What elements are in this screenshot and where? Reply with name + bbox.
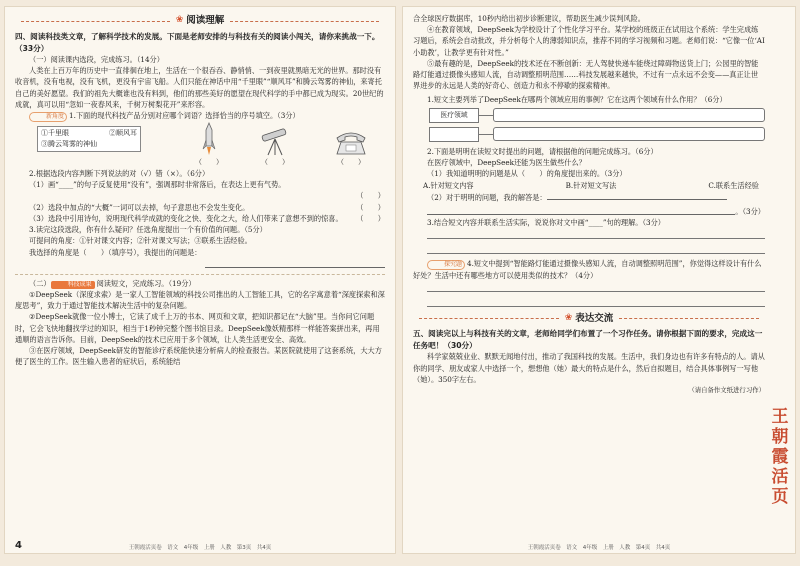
part-2-title: （二） 科技成果 阅读短文，完成练习。（19分） [29,278,196,288]
r-q3-text: 3.结合短文内容并联系生活实际，说说你对文中画“____”句的理解。（3分） [427,218,665,228]
q2-item-1: （1）画“____”的句子反复使用“没有”，强调那时非常落后，在表达上更有气势。 [29,180,286,190]
passage-2-para-4: ④在教育领域，DeepSeek为学校设计了个性化学习平台。某学校的班级正在试用这个系统：学生完成练习题后，系统会自动批改，并分析每个人的薄弱知识点，推荐不同的学习视频和习题。老师们说：“它像一位‘AI小助教’，让教学更有针对性。” [413,25,765,57]
brand-logo: 王朝霞活页 [771,407,789,507]
r-q4-answer-line-2[interactable] [427,296,765,307]
part-1-title: （一）阅读课内选段，完成练习。（14分） [29,55,164,64]
page-number: 4 [15,540,22,551]
r-q1-text: 1.短文主要列举了DeepSeek在哪两个领域应用的事例？它在这两个领域有什么作用？（6分） [427,95,727,105]
medical-field-label: 医疗领域 [429,108,479,123]
q1-paren-3[interactable]: （ ） [337,158,365,167]
telescope-image [258,126,292,168]
q1-text: 1.下面的现代科技产品分别对应哪个词语？选择恰当的序号填空。（3分） [69,111,300,121]
r-q3-answer-line-2[interactable] [427,243,765,254]
passage-2-para-1: ①DeepSeek（深度求索）是一家人工智能领域的科技公司推出的人工智能工具，它的名字寓意着“深度探索和深度思考”，致力于通过智能技术解决生活中的复杂问题。 [15,290,385,311]
q3-fill: 我选择的角度是（ ）（填序号），我提出的问题是： [29,247,202,257]
option-c[interactable]: C.联系生活经验 [708,180,759,190]
r-q3-answer-line-1[interactable] [427,228,765,239]
right-footer: 王朝霞活页卷 语文 4年级 上册 人教 第4页 共4页 [527,545,671,551]
option-b[interactable]: B.针对短文写法 [565,180,617,190]
telephone-icon [333,128,369,156]
question-5-title: 五、阅读完以上与科技有关的文章，老师给同学们布置了一个习作任务。请你根据下面的要求，完成这一任务吧！（30分） [413,329,763,350]
r-q2-answer-line-1[interactable] [547,191,727,200]
passage-2-para-2: ②DeepSeek就像一位小博士，它读了成千上万的书本、网页和文章，把知识都记在“大脑”里。当你问它问题时，它会飞快地翻找学过的知识，相当于1秒钟完整个图书馆目录。DeepSeek像妖精那样一样能答案拼出来，再用通顺的语言告诉你。目前，DeepSeek的技术已应用于多个领域，让人类生活更安全、高效。 [15,312,380,344]
q2-text: 2.根据选段内容判断下列说法的对（√）错（×）。（6分） [29,169,210,179]
q1-paren-1[interactable]: （ ） [195,158,223,167]
q3-angles: 可提问的角度：①针对课文内容；②针对课文写法；③联系生活经验。 [29,236,252,246]
section-header-expression: ❀ 表达交流 [413,311,765,325]
r-q4-answer-line-1[interactable] [427,281,765,292]
passage-2-para-5: ⑤最有趣的是，DeepSeek的技术还在不断创新：无人驾驶快递车能绕过障碍物送货上门；公园里的智能路灯能通过摄像头感知人流，自动调整照明范围……科技发展越来越快，不过有一点永远不会变——真正让世界进步的永远是人类的好奇心、创造力和永不停歇的探索精神。 [413,58,759,91]
r-q2-sub2: （2）对于明明的问题，我的解答是： [413,191,765,203]
r-q2-answer-line-2[interactable] [427,203,735,215]
field-answer-box[interactable] [493,127,765,141]
q2-item-2: （2）选段中加点的“大概”一词可以去掉，句子意思也不会发生变化。 （ ） [29,202,385,212]
rocket-icon [202,122,216,156]
q1-matching-area [15,122,385,168]
q5-body: 科学家兢兢业业、默默无闻地付出，推动了我国科技的发展。生活中，我们身边也有许多有特点的人。请从你的同学、朋友或家人中选择一个，想想他（她）最大的特点是什么，然后自拟题目，结合具体事例写一写他（她）。350字左右。 [413,352,765,384]
explore-tag: 探究题 [427,260,465,270]
rocket-image [195,122,223,168]
field-blank-box[interactable] [429,127,479,142]
q2-paren-3[interactable]: （ ） [356,214,385,224]
r-q2-options [413,180,765,191]
q3-text: 3.读完这段选段，你有什么疑问？任选角度提出一个有价值的问题。（5分） [29,225,267,235]
tech-achievement-tag: 科技成果 [51,281,95,289]
option-a[interactable]: A.针对短文内容 [423,180,474,190]
passage-2-para-3: ③在医疗领域，DeepSeek研发的智能诊疗系统能快速分析病人的检查报告。某医院就使用了这套系统，大大方便了医生的工作。医生输入患者的症状后，系统能结 [15,346,382,367]
r-q2-question: 在医疗领域中，DeepSeek还能为医生做些什么？ [427,158,586,168]
right-page: 合全球医疗数据库，10秒内给出初步诊断建议，帮助医生减少误判风险。 ④在教育领域，DeepSeek为学校设计了个性化学习平台。某学校的班级正在试用这个系统：学生完成练习题后，系统会自动批改，并分析每个人的薄弱知识点，推荐不同的学习视频和习题。老师们说：“它像一位‘AI小助教’，让教学更有针对性。” ⑤最有趣的是，DeepSeek的技术还在不断创新：无人驾驶快递车能绕过障碍物送货上门；公园里的智能路灯能通过摄像头感知人流，自动调整照明范围……科技发展越来越快，不过有一点永远不会变——真正让世界进步的永远是人类的好奇心、创造力和永不停歇的探索精神。 1.短文主要列举了DeepSeek在哪两个领域应用的事例？它在这两个领域有什么作用？（6分） 医疗领域 2.下面是明明在读短文时提出的问题，请根据他的问题完成练习。（6分） 在医疗领域中，DeepSeek还能为医生做些什么？ （1）我知道明明的问题是从（ ）的角度提出来的。（3分） A.针对短文内容 B.针对短文写法 C.联系生活经验 （2）对于明明的问题，我的解答是： 。（3分） 3.结合短文内容并联系生活实际，说说你对文中画“____”句的理解。（3分） 探究题 4.短文中提到“智能路灯能通过摄像头感知人流，自动调整照明范围”，你觉得这样设计有什么好处？生活中还有哪些地方可以使用类似的技术？（4分） ❀ 表达交流 五、阅读完以上与科技有关的文章，老师给同学们布置了一个习作任务。请你根据下面的要求，完成这一任务吧！（30分） 科学家兢兢业业、默默无闻地付出，推动了我国科技的发展。生活中，我们身边也有许多有特点的人。请从你的同学、朋友或家人中选择一个，想想他（她）最大的特点是什么，然后自拟题目，结合具体事例写一写他（她）。350字左右。 （请自备作文纸进行习作） 王朝霞活页 王朝霞活页卷 语文 4年级 上册 人教 第4页 共4页 [402,6,796,554]
passage-1: 人类在上百万年的历史中一直徘徊在地上，生活在一个很吞吞、静悄悄、一到夜里就黑暗无光的世界。那时没有收音机，没有电视，没有飞机，更没有宇宙飞船。人们只能在神话中用“千里眼”“顺风耳”和腾云驾雾的神仙，来寄托自己的美好愿望。我们的祖先大概谁也没有料到，他们的那些美好的愿望在现代科学的手中都已成为现实。20世纪的成就，真可以用“忽如一夜春风来，千树万树梨花开”来形容。 [15,66,384,109]
passage-2-continued: 合全球医疗数据库，10秒内给出初步诊断建议，帮助医生减少误判风险。 [413,14,645,23]
q5-note: （请自备作文纸进行习作） [688,386,765,395]
new-angle-tag: 新角度 [29,112,67,122]
telescope-icon [258,126,292,156]
r-q4-line: 探究题 4.短文中提到“智能路灯能通过摄像头感知人流，自动调整照明范围”，你觉得这样设计有什么好处？生活中还有哪些地方可以使用类似的技术？（4分） [413,259,762,281]
question-4-title: 四、阅读科技类文章，了解科学技术的发展。下面是老师安排的与科技有关的阅读小闯关，请你来挑战一下。（33分） [15,32,380,53]
divider [15,274,385,275]
q2-item-3: （3）选段中引用诗句，说明现代科学成就的变化之快、变化之大，给人们带来了意想不到的惊喜。 [29,213,343,223]
r-q2-sub1: （1）我知道明明的问题是从（ ）的角度提出来的。（3分） [427,169,627,179]
left-footer: 王朝霞活页卷 语文 4年级 上册 人教 第3页 共4页 [128,545,272,551]
q1-word-box: ①千里眼 ②顺风耳 ③腾云驾雾的神仙 [37,126,141,152]
q1-paren-2[interactable]: （ ） [261,158,289,167]
left-page [4,6,396,554]
q1-diagram [429,108,765,142]
q1-line [15,110,385,122]
q2-paren-1[interactable]: （ ） [356,191,385,201]
section-header-reading: ❀ 阅读理解 [15,14,385,28]
r-q2-text: 2.下面是明明在读短文时提出的问题，请根据他的问题完成练习。（6分） [427,147,658,157]
flower-icon: ❀ [175,15,184,26]
flower-icon: ❀ [564,312,573,323]
telephone-image [333,128,369,168]
medical-answer-box[interactable] [493,108,765,122]
q2-paren-2[interactable]: （ ） [356,202,385,212]
q3-answer-line[interactable] [205,256,385,268]
